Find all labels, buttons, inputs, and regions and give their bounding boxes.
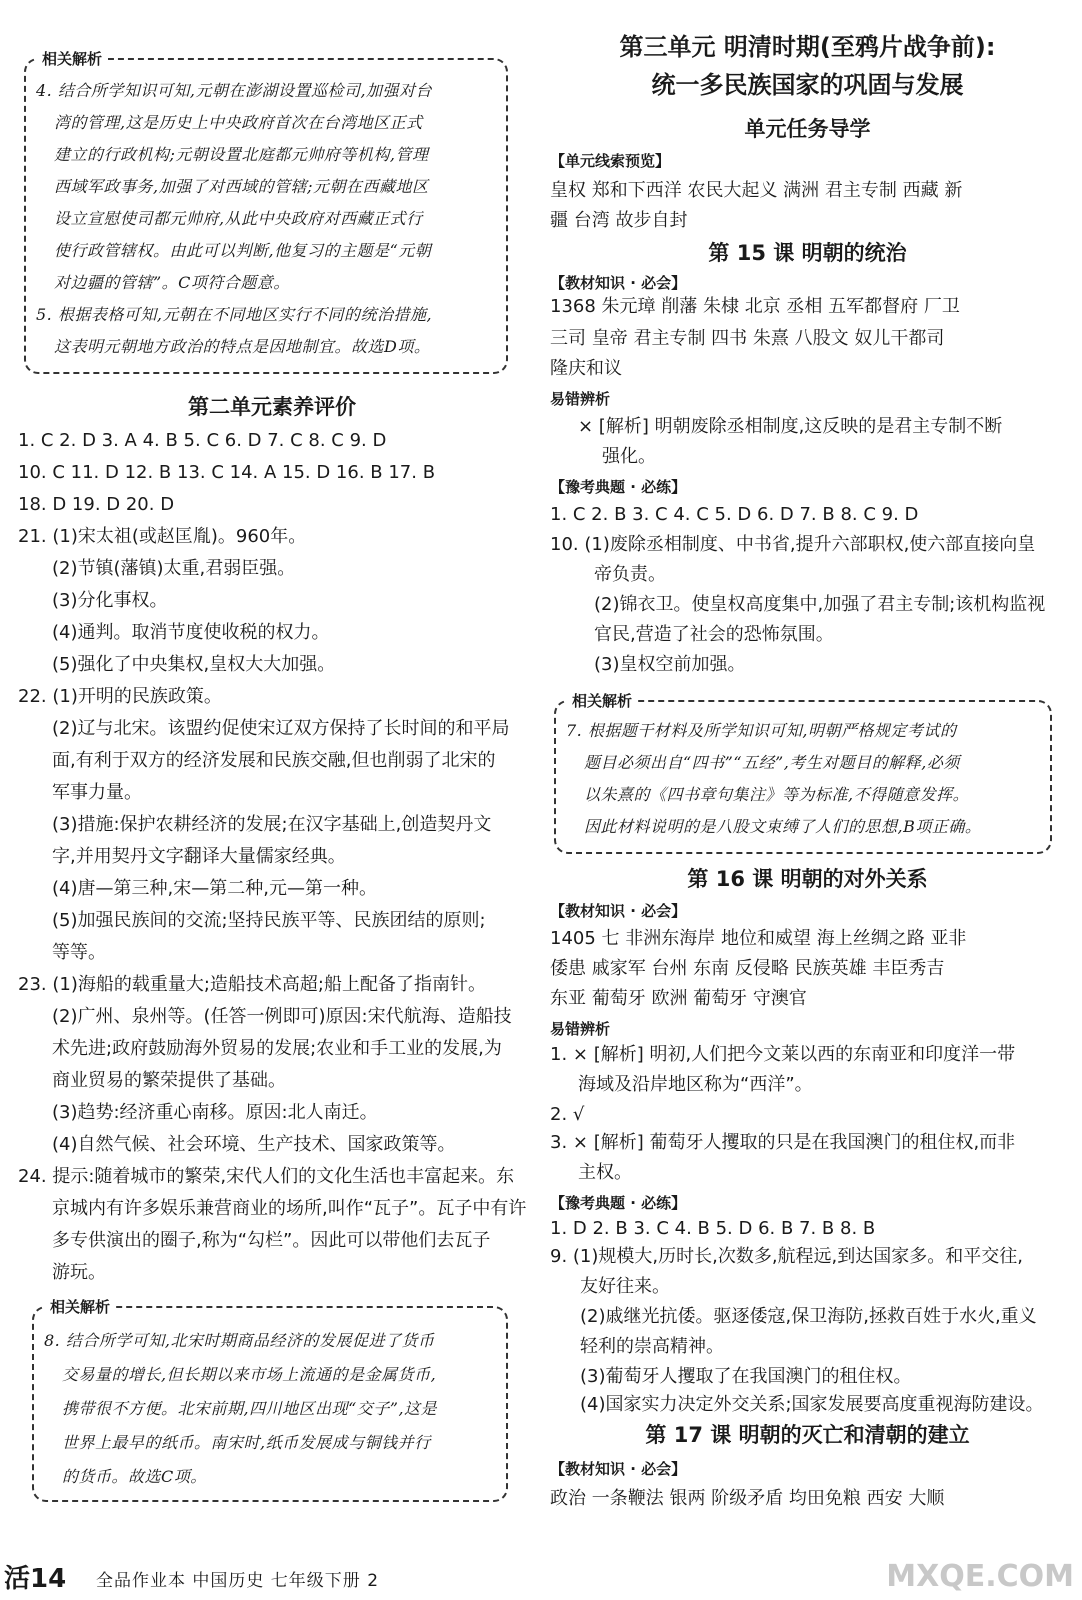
page-number: 活14 (4, 1564, 67, 1594)
answer-line: 术先进;政府鼓励海外贸易的发展;农业和手工业的发展,为 (52, 1038, 502, 1059)
answer-line: 字,并用契丹文字翻译大量儒家经典。 (52, 846, 346, 867)
knowledge-line: 倭患 戚家军 台州 东南 反侵略 民族英雄 丰臣秀吉 (550, 958, 945, 979)
analysis-line: 8. 结合所学可知,北宋时期商品经济的发展促进了货币 (44, 1331, 435, 1350)
answer-line: 22. (1)开明的民族政策。 (18, 686, 222, 707)
knowledge-line: 1405 七 非洲东海岸 地位和威望 海上丝绸之路 亚非 (550, 928, 967, 949)
analysis-line: 4. 结合所学知识可知,元朝在澎湖设置巡检司,加强对台 (36, 81, 433, 100)
answer-line: 1. C 2. D 3. A 4. B 5. C 6. D 7. C 8. C 9. D (18, 430, 387, 451)
unit3-title: 第三单元 明清时期(至鸦片战争前): (619, 33, 996, 61)
answer-line: (2)辽与北宋。该盟约促使宋辽双方保持了长时间的和平局 (52, 718, 510, 739)
answer-line: 21. (1)宋太祖(或赵匡胤)。960年。 (18, 526, 307, 547)
analysis-line: 对边疆的管辖”。C项符合题意。 (54, 273, 290, 292)
analysis-line: 7. 根据题干材料及所学知识可知,明朝严格规定考试的 (566, 721, 957, 740)
answer-line: (2)节镇(藩镇)太重,君弱臣强。 (52, 558, 296, 579)
practice-line: (4)国家实力决定外交关系;国家发展要高度重视海防建设。 (580, 1394, 1044, 1415)
analysis-line: 使行政管辖权。由此可以判断,他复习的主题是“元朝 (54, 241, 432, 260)
answer-line: (3)趋势:经济重心南移。原因:北人南迁。 (52, 1102, 378, 1123)
answer-line: (5)强化了中央集权,皇权大大加强。 (52, 654, 336, 675)
page-footer (0, 1554, 1082, 1594)
answer-line: 游玩。 (52, 1262, 106, 1283)
section-practice: 【豫考典题 · 必练】 (550, 1194, 687, 1212)
error-line: × [解析] 明朝废除丞相制度,这反映的是君主专制不断 (578, 416, 1003, 437)
section-knowledge: 【教材知识 · 必会】 (550, 902, 687, 920)
section-clue: 【单元线索预览】 (550, 152, 671, 170)
analysis-line: 以朱熹的《四书章句集注》等为标准,不得随意发挥。 (584, 785, 970, 804)
guide-title: 单元任务导学 (744, 117, 871, 141)
answer-line: (5)加强民族间的交流;坚持民族平等、民族团结的原则; (52, 910, 486, 931)
analysis-line: 因此材料说明的是八股文束缚了人们的思想,B项正确。 (584, 817, 982, 836)
clue-line: 疆 台湾 故步自封 (550, 210, 688, 231)
book-info: 全品作业本 中国历史 七年级下册 2 (96, 1571, 380, 1591)
section-knowledge: 【教材知识 · 必会】 (550, 1460, 687, 1478)
error-line: 海域及沿岸地区称为“西洋”。 (578, 1074, 813, 1095)
analysis-line: 设立宣慰使司都元帅府,从此中央政府对西藏正式行 (54, 209, 423, 228)
analysis-label: 相关解析 (44, 1296, 116, 1317)
analysis-line: 5. 根据表格可知,元朝在不同地区实行不同的统治措施, (36, 305, 433, 324)
unit3-subtitle: 统一多民族国家的巩固与发展 (651, 71, 964, 99)
section-errors: 易错辨析 (550, 390, 611, 408)
practice-line: 官民,营造了社会的恐怖氛围。 (594, 624, 834, 645)
practice-line: 1. D 2. B 3. C 4. B 5. D 6. B 7. B 8. B (550, 1218, 876, 1239)
practice-line: (2)锦衣卫。使皇权高度集中,加强了君主专制;该机构监视 (594, 594, 1046, 615)
practice-line: 10. (1)废除丞相制度、中书省,提升六部职权,使六部直接向皇 (550, 534, 1036, 555)
analysis-line: 题目必须出自“四书”“五经”,考生对题目的解释,必须 (584, 753, 960, 772)
practice-line: (2)戚继光抗倭。驱逐倭寇,保卫海防,拯救百姓于水火,重义 (580, 1306, 1037, 1327)
analysis-line: 西域军政事务,加强了对西域的管辖;元朝在西藏地区 (54, 177, 429, 196)
analysis-box-3 (554, 692, 1052, 854)
knowledge-line: 1368 朱元璋 削藩 朱棣 北京 丞相 五军都督府 厂卫 (550, 296, 960, 317)
answer-line: (4)通判。取消节度使收税的权力。 (52, 622, 330, 643)
practice-line: (3)皇权空前加强。 (594, 654, 746, 675)
analysis-box-2 (32, 1298, 508, 1502)
section-errors: 易错辨析 (550, 1020, 611, 1038)
knowledge-line: 东亚 葡萄牙 欧洲 葡萄牙 守澳官 (550, 988, 807, 1009)
answer-line: 等等。 (52, 942, 106, 963)
clue-line: 皇权 郑和下西洋 农民大起义 满洲 君主专制 西藏 新 (550, 180, 963, 201)
unit2-title: 第二单元素养评价 (188, 395, 356, 419)
answer-line: 面,有利于双方的经济发展和民族交融,但也削弱了北宋的 (52, 750, 496, 771)
answer-line: 24. 提示:随着城市的繁荣,宋代人们的文化生活也丰富起来。东 (18, 1166, 515, 1187)
error-line: 主权。 (578, 1162, 632, 1183)
answer-line: 多专供演出的圈子,称为“勾栏”。因此可以带他们去瓦子 (52, 1230, 491, 1251)
practice-line: (3)葡萄牙人攫取了在我国澳门的租住权。 (580, 1366, 912, 1387)
analysis-label: 相关解析 (566, 690, 638, 711)
knowledge-line: 政治 一条鞭法 银两 阶级矛盾 均田免粮 西安 大顺 (550, 1488, 945, 1509)
answer-line: 10. C 11. D 12. B 13. C 14. A 15. D 16. B 17. B (18, 462, 436, 483)
lesson16-title: 第 16 课 明朝的对外关系 (687, 867, 928, 891)
answer-line: 23. (1)海船的载重量大;造船技术高超;船上配备了指南针。 (18, 974, 486, 995)
knowledge-line: 三司 皇帝 君主专制 四书 朱熹 八股文 奴儿干都司 (550, 328, 945, 349)
answer-line: (3)分化事权。 (52, 590, 168, 611)
analysis-label: 相关解析 (36, 48, 108, 69)
practice-line: 1. C 2. B 3. C 4. C 5. D 6. D 7. B 8. C 9. D (550, 504, 919, 525)
error-line: 强化。 (602, 446, 656, 467)
answer-line: (3)措施:保护农耕经济的发展;在汉字基础上,创造契丹文 (52, 814, 492, 835)
analysis-line: 携带很不方便。北宋前期,四川地区出现“交子”,这是 (62, 1399, 438, 1418)
analysis-line: 的货币。故选C项。 (62, 1467, 207, 1486)
practice-line: 友好往来。 (580, 1276, 670, 1297)
answer-line: 军事力量。 (52, 782, 142, 803)
practice-line: 轻利的崇高精神。 (580, 1336, 724, 1357)
analysis-line: 交易量的增长,但长期以来市场上流通的是金属货币, (62, 1365, 437, 1384)
error-line: 3. × [解析] 葡萄牙人攫取的只是在我国澳门的租住权,而非 (550, 1132, 1016, 1153)
answer-line: (4)自然气候、社会环境、生产技术、国家政策等。 (52, 1134, 456, 1155)
answer-line: 京城内有许多娱乐兼营商业的场所,叫作“瓦子”。瓦子中有许 (52, 1198, 527, 1219)
analysis-line: 世界上最早的纸币。南宋时,纸币发展成与铜钱并行 (62, 1433, 431, 1452)
answer-line: (2)广州、泉州等。(任答一例即可)原因:宋代航海、造船技 (52, 1006, 512, 1027)
lesson15-title: 第 15 课 明朝的统治 (708, 241, 907, 265)
analysis-line: 湾的管理,这是历史上中央政府首次在台湾地区正式 (54, 113, 423, 132)
practice-line: 帝负责。 (594, 564, 666, 585)
practice-line: 9. (1)规模大,历时长,次数多,航程远,到达国家多。和平交往, (550, 1246, 1023, 1267)
answer-line: 商业贸易的繁荣提供了基础。 (52, 1070, 286, 1091)
analysis-line: 建立的行政机构;元朝设置北庭都元帅府等机构,管理 (54, 145, 429, 164)
knowledge-line: 隆庆和议 (550, 358, 622, 379)
analysis-line: 这表明元朝地方政治的特点是因地制宜。故选D项。 (54, 337, 431, 356)
watermark: MXQE.COM (886, 1559, 1074, 1594)
analysis-box-1 (24, 50, 508, 374)
answer-line: (4)唐—第三种,宋—第二种,元—第一种。 (52, 878, 377, 899)
section-knowledge: 【教材知识 · 必会】 (550, 274, 687, 292)
error-line: 1. × [解析] 明初,人们把今文莱以西的东南亚和印度洋一带 (550, 1044, 1016, 1065)
section-practice: 【豫考典题 · 必练】 (550, 478, 687, 496)
error-line: 2. √ (550, 1104, 585, 1125)
answer-line: 18. D 19. D 20. D (18, 494, 175, 515)
lesson17-title: 第 17 课 明朝的灭亡和清朝的建立 (645, 1423, 970, 1447)
